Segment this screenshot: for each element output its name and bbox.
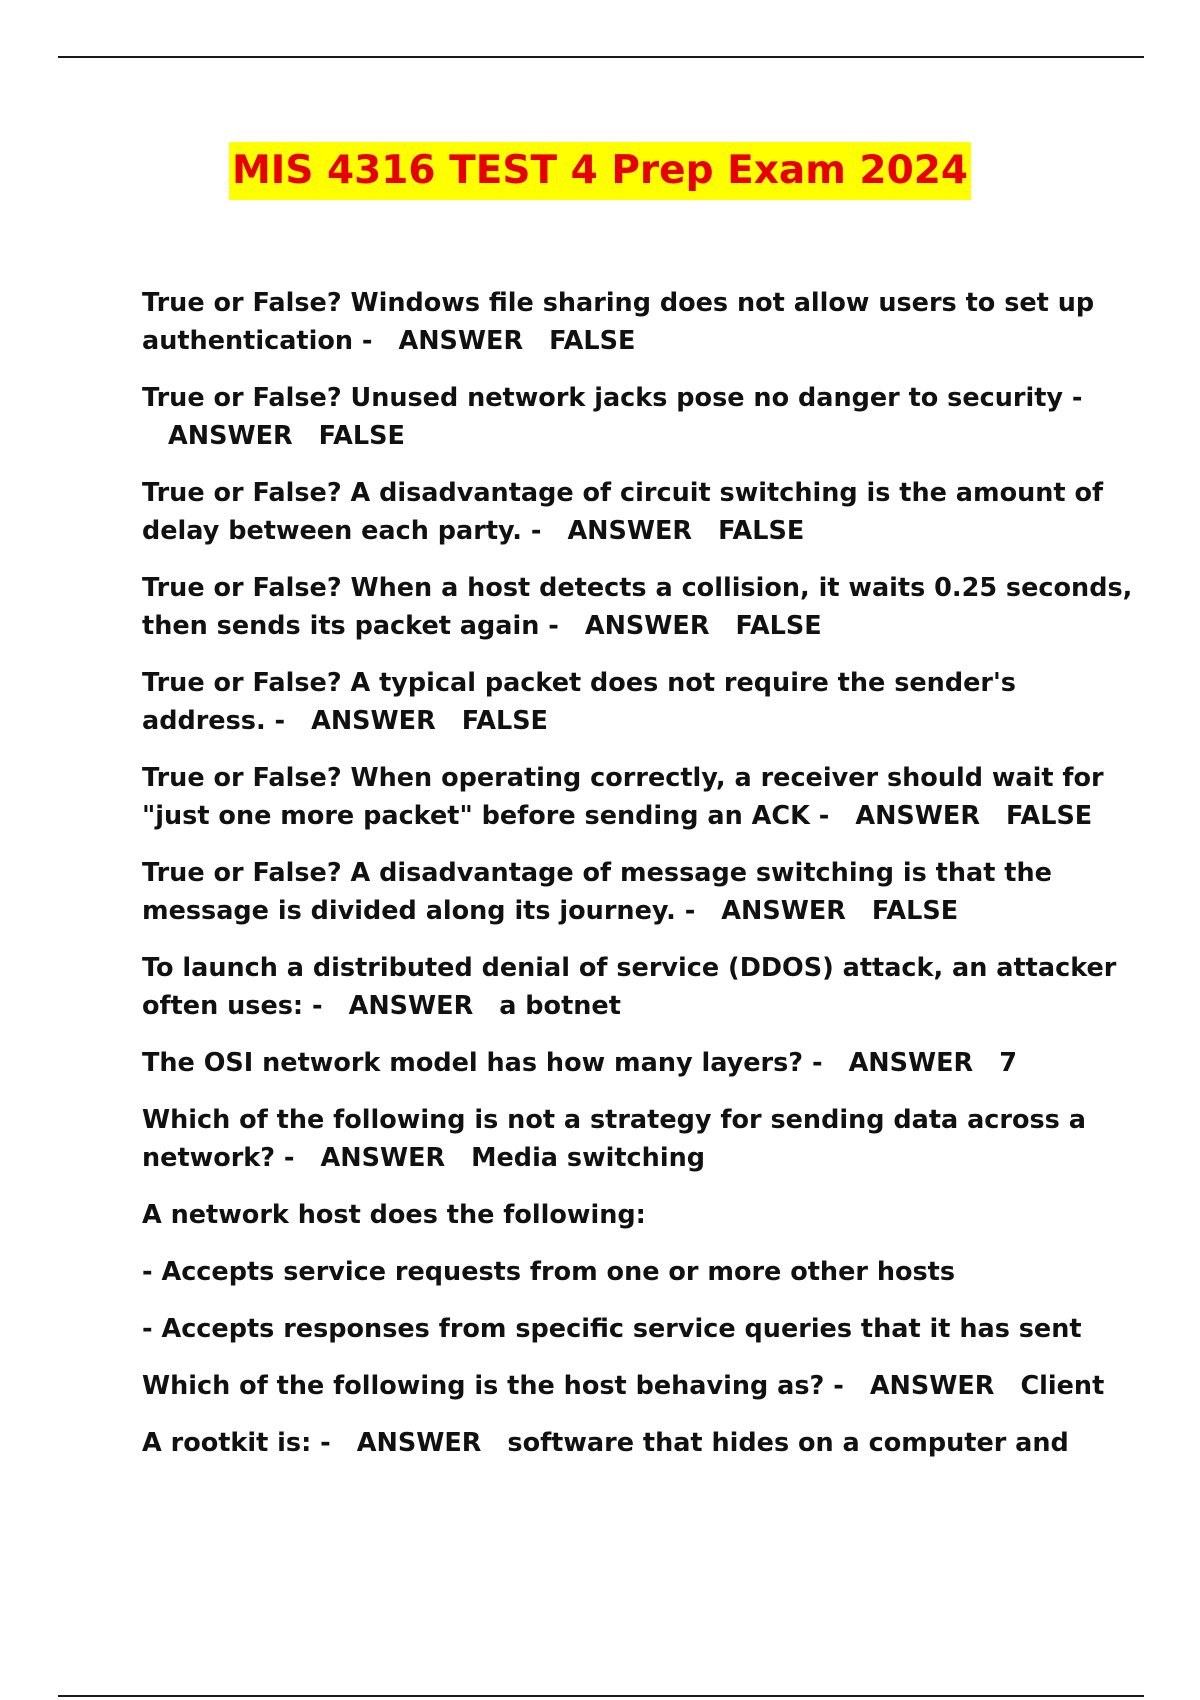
answer-label: ANSWER [721, 896, 846, 926]
qa-item [142, 474, 1142, 550]
answer-label: ANSWER [311, 706, 436, 736]
answer-value: Media switching [471, 1143, 705, 1173]
question-text: True or False? Windows file sharing does not allow users to set up authentication - [142, 288, 1095, 356]
question-text: Which of the following is not a strategy for sending data across a network? - [142, 1105, 1086, 1173]
answer-value: FALSE [871, 896, 959, 926]
answer-label: ANSWER [855, 801, 980, 831]
bottom-rule [58, 1695, 1144, 1697]
qa-item [142, 569, 1142, 645]
answer-value: FALSE [461, 706, 548, 736]
answer-value: FALSE [735, 611, 822, 641]
answer-value: FALSE [718, 516, 805, 546]
qa-item [142, 854, 1142, 930]
qa-item [142, 664, 1142, 740]
answer-label: ANSWER [869, 1371, 995, 1401]
answer-value: FALSE [1005, 801, 1093, 831]
qa-item [142, 1044, 1142, 1082]
answer-value: FALSE [549, 326, 636, 356]
qa-item [142, 1424, 1142, 1462]
answer-value: software that hides on a computer and [507, 1428, 1069, 1458]
question-text: Which of the following is the host behaving as? - [142, 1371, 844, 1401]
question-text: A rootkit is: - [142, 1428, 331, 1458]
question-text: To launch a distributed denial of service (DDOS) attack, an attacker often uses: - [142, 953, 1117, 1021]
qa-item [142, 284, 1142, 360]
question-text: True or False? A disadvantage of circuit switching is the amount of delay between each party. - [142, 478, 1104, 546]
host-question-intro: A network host does the following: [142, 1200, 646, 1230]
question-text: True or False? A disadvantage of message switching is that the message is divided along its journey. - [142, 858, 1052, 926]
question-text: True or False? When operating correctly, a receiver should wait for "just one more packet" before sending an ACK - [142, 763, 1104, 831]
question-text: True or False? When a host detects a collision, it waits 0.25 seconds, then sends its packet again - [142, 573, 1133, 641]
answer-label: ANSWER [398, 326, 524, 356]
top-rule [58, 56, 1144, 58]
host-question-bullet: - Accepts responses from specific service queries that it has sent [142, 1314, 1082, 1344]
document-title: MIS 4316 TEST 4 Prep Exam 2024 [229, 142, 971, 200]
qa-item [142, 949, 1142, 1025]
answer-value: a botnet [499, 991, 621, 1021]
question-text: The OSI network model has how many layers? - [142, 1048, 823, 1078]
qa-item [142, 1101, 1142, 1177]
answer-label: ANSWER [168, 421, 293, 451]
host-question-bullet: - Accepts service requests from one or more other hosts [142, 1257, 956, 1287]
answer-label: ANSWER [848, 1048, 974, 1078]
question-text: True or False? A typical packet does not require the sender's address. - [142, 668, 1016, 736]
answer-label: ANSWER [348, 991, 474, 1021]
qa-item [142, 379, 1142, 455]
title-area [0, 142, 1200, 200]
question-text: True or False? Unused network jacks pose no danger to security - [142, 383, 1083, 413]
qa-item [142, 759, 1142, 835]
answer-value: 7 [999, 1048, 1017, 1078]
qa-item [142, 1367, 1142, 1405]
answer-value: FALSE [318, 421, 405, 451]
answer-value: Client [1020, 1371, 1105, 1401]
answer-label: ANSWER [320, 1143, 446, 1173]
answer-label: ANSWER [567, 516, 693, 546]
answer-label: ANSWER [356, 1428, 482, 1458]
qa-content [142, 284, 1142, 1481]
answer-label: ANSWER [584, 611, 710, 641]
